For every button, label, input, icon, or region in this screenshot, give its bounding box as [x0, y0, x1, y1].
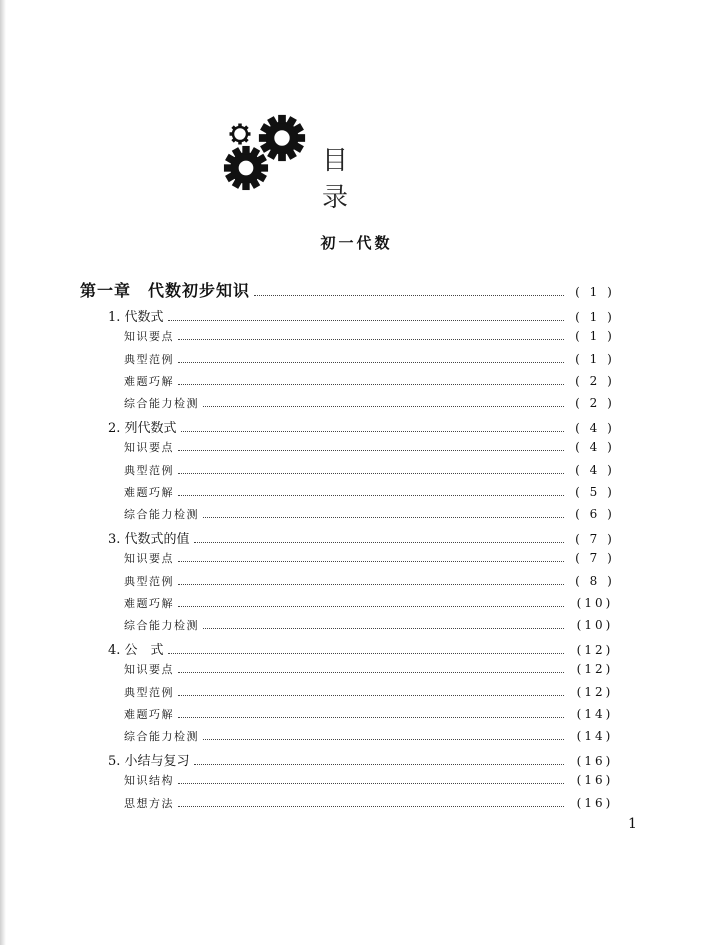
toc-page-number: (12): [576, 684, 614, 699]
toc-item-row: [124, 617, 620, 639]
toc-page-number: ( 1 ): [575, 351, 615, 366]
toc-item-row: [124, 573, 620, 595]
toc-label: 思想方法: [124, 796, 174, 810]
toc-label: 难题巧解: [124, 596, 174, 610]
toc-label: 典型范例: [124, 463, 174, 477]
toc-label: 1. 代数式: [108, 310, 164, 326]
toc-label: 难题巧解: [124, 485, 174, 499]
toc-page-number: ( 2 ): [575, 373, 615, 388]
toc-label: 综合能力检测: [124, 619, 199, 632]
toc-page-number: (16): [576, 773, 614, 788]
toc-page-number: ( 4 ): [575, 421, 615, 436]
toc-label: 综合能力检测: [124, 397, 199, 410]
toc-leader-dots: [178, 695, 564, 696]
toc-label: 知识要点: [124, 552, 174, 566]
toc-page-number: (14): [576, 729, 614, 743]
gears-icon: [222, 112, 308, 192]
toc-item-row: [124, 462, 620, 484]
toc-leader-dots: [178, 362, 564, 363]
toc-item-row: [124, 373, 620, 395]
toc-leader-dots: [254, 295, 564, 296]
toc-page-number: ( 8 ): [575, 573, 615, 588]
toc-page-number: ( 5 ): [575, 484, 615, 499]
toc-label: 典型范例: [124, 685, 174, 699]
page-number: 1: [628, 816, 637, 832]
toc-leader-dots: [178, 806, 564, 807]
toc-item-row: [124, 351, 620, 373]
toc-item-row: [124, 772, 620, 794]
toc-leader-dots: [203, 628, 564, 629]
toc-page-number: ( 2 ): [575, 396, 615, 410]
toc-leader-dots: [194, 764, 564, 765]
toc-page-number: ( 4 ): [575, 462, 615, 477]
toc-label: 典型范例: [124, 352, 174, 366]
toc-page-number: ( 6 ): [575, 507, 615, 521]
toc-label: 3. 代数式的值: [108, 532, 190, 548]
toc-page-number: (14): [576, 706, 614, 721]
toc-chapter-row: [80, 278, 620, 300]
toc-label: 第一章 代数初步知识: [80, 281, 251, 300]
toc-item-row: [124, 706, 620, 728]
toc-item-row: [124, 661, 620, 683]
toc-section-row: [108, 417, 620, 439]
toc-leader-dots: [178, 672, 564, 673]
toc-leader-dots: [178, 339, 564, 340]
toc-leader-dots: [178, 783, 564, 784]
page-edge-shadow: [0, 0, 6, 945]
toc-label: 难题巧解: [124, 374, 174, 388]
toc-page-number: (12): [576, 662, 614, 677]
toc-page-number: ( 7 ): [575, 532, 615, 547]
toc-item-row: [124, 684, 620, 706]
toc-leader-dots: [178, 473, 564, 474]
toc-label: 综合能力检测: [124, 730, 199, 743]
toc-label: 5. 小结与复习: [108, 754, 190, 770]
toc-item-row: [124, 550, 620, 572]
toc-leader-dots: [178, 584, 564, 585]
toc-leader-dots: [203, 517, 564, 518]
toc-page-number: (16): [576, 795, 614, 810]
toc-page-number: ( 1 ): [575, 310, 615, 325]
toc-leader-dots: [178, 384, 564, 385]
toc-leader-dots: [178, 561, 564, 562]
toc-leader-dots: [203, 406, 564, 407]
toc-leader-dots: [178, 495, 564, 496]
toc-label: 知识要点: [124, 441, 174, 455]
toc-leader-dots: [178, 606, 564, 607]
toc-leader-dots: [178, 450, 564, 451]
toc-section-row: [108, 306, 620, 328]
toc-page-number: (10): [576, 595, 614, 610]
toc-section-row: [108, 750, 620, 772]
toc-page-number: (12): [576, 643, 614, 658]
toc-label: 知识要点: [124, 330, 174, 344]
toc-leader-dots: [203, 739, 564, 740]
toc-label: 难题巧解: [124, 707, 174, 721]
toc-leader-dots: [178, 717, 564, 718]
toc-page-number: (10): [576, 618, 614, 632]
toc-item-row: [124, 439, 620, 461]
toc-item-row: [124, 484, 620, 506]
toc-section-row: [108, 639, 620, 661]
toc-item-row: [124, 595, 620, 617]
toc-page-number: ( 7 ): [575, 551, 615, 566]
toc-page-number: ( 1 ): [575, 285, 615, 299]
toc-item-row: [124, 728, 620, 750]
toc-page-number: (16): [576, 754, 614, 769]
toc-item-row: [124, 328, 620, 350]
title-block: [222, 112, 442, 213]
toc-label: 典型范例: [124, 574, 174, 588]
toc-leader-dots: [181, 431, 564, 432]
page-title: 目 录: [322, 146, 377, 213]
toc-item-row: [124, 395, 620, 417]
toc-label: 综合能力检测: [124, 508, 199, 521]
toc-section-row: [108, 528, 620, 550]
toc-leader-dots: [194, 542, 564, 543]
toc-label: 知识要点: [124, 663, 174, 677]
toc-item-row: [124, 795, 620, 817]
toc-leader-dots: [168, 653, 564, 654]
toc-label: 2. 列代数式: [108, 421, 177, 437]
toc-page-number: ( 4 ): [575, 440, 615, 455]
toc-page-number: ( 1 ): [575, 329, 615, 344]
toc-label: 知识结构: [124, 774, 174, 788]
toc-label: 4. 公 式: [108, 643, 164, 659]
toc-leader-dots: [168, 320, 564, 321]
toc-item-row: [124, 506, 620, 528]
section-title: 初一代数: [320, 234, 393, 252]
